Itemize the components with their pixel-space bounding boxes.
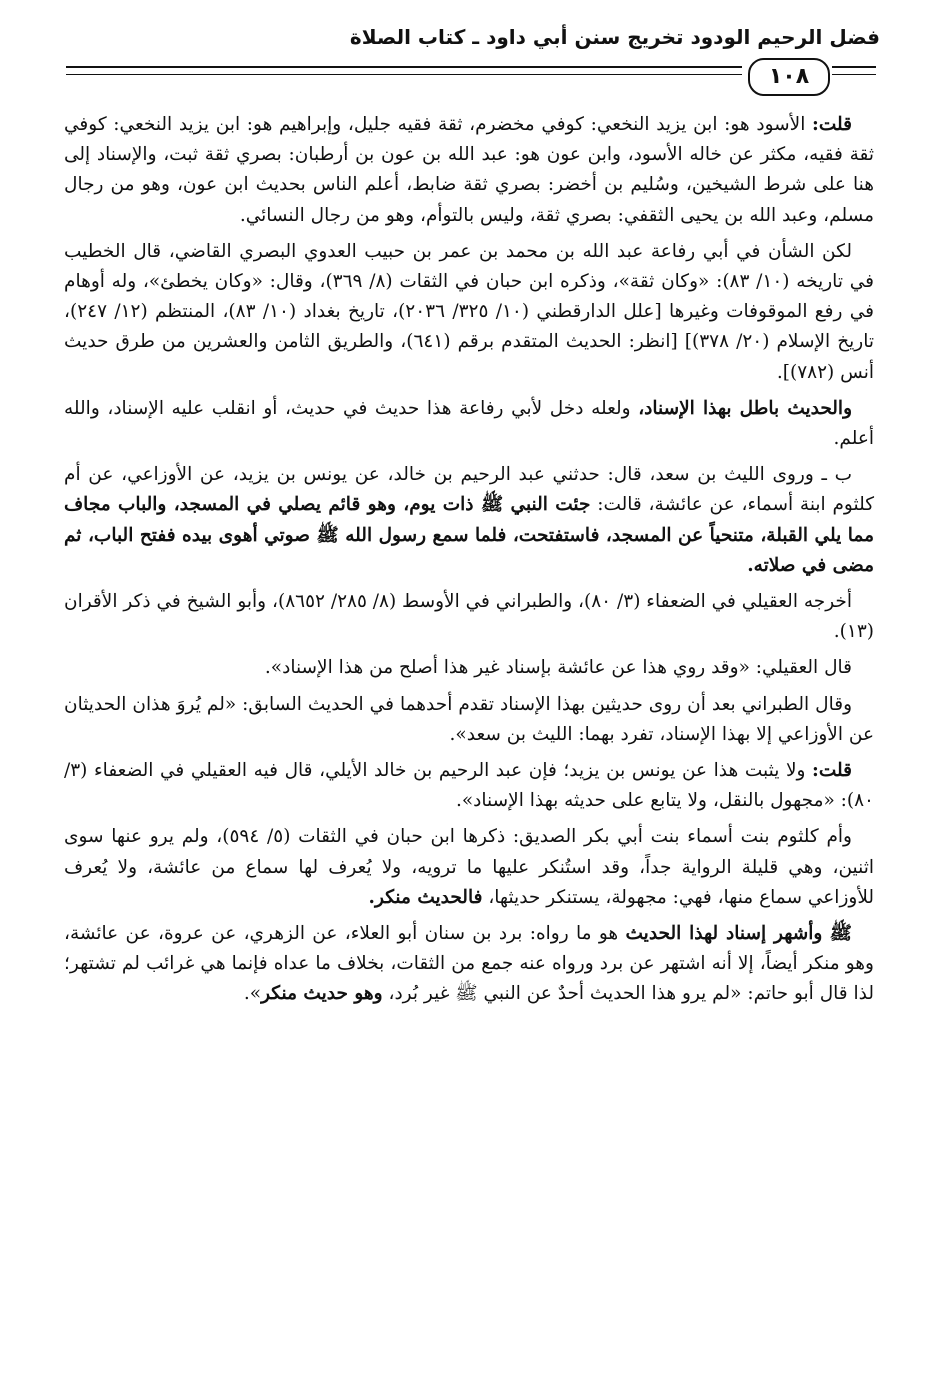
hadith-text: جئت النبي ﷺ ذات يوم، وهو قائم يصلي في المسجد، والباب مجاف مما يلي القبلة، متنحياً عن المسجد، فاستفتحت، فلما سمع رسول الله ﷺ صوتي أهوى بيده ففتح الباب، ثم مضى في صلاته. bbox=[64, 494, 874, 576]
paragraph-10-lead: وأشهر إسناد لهذا الحديث bbox=[625, 923, 823, 945]
running-header-title: فضل الرحيم الودود تخريج سنن أبي داود ـ كتاب الصلاة bbox=[349, 25, 880, 49]
paragraph-2-text: لكن الشأن في أبي رفاعة عبد الله بن محمد بن عمر بن حبيب العدوي البصري القاضي، قال الخطيب في تاريخه (١٠/ ٨٣): «وكان ثقة»، وذكره ابن حبان في الثقات (٨/ ٣٦٩)، وقال: «وكان يخطئ»، وله أوهام في رفع الموقوفات وغيرها [علل الدارقطني (١٠/ ٣٢٥/ ٢٠٣٦)، تاريخ بغداد (١٠/ ٨٣)، المنتظم (١٢/ ٢٤٧)، تاريخ الإسلام (٢٠/ ٣٧٨)] [انظر: الحديث المتقدم برقم (٦٤١)، والطريق الثامن والعشرين من طرق حديث أنس (٧٨٢)]. bbox=[64, 240, 875, 383]
paragraph-4 bbox=[64, 460, 874, 581]
paragraph-9-verdict: فالحديث منكر. bbox=[368, 886, 483, 908]
paragraph-5-text: أخرجه العقيلي في الضعفاء (٣/ ٨٠)، والطبراني في الأوسط (٨/ ٢٨٥/ ٨٦٥٢)، وأبو الشيخ في ذكر الأقران (١٣). bbox=[64, 591, 874, 643]
paragraph-7-text: وقال الطبراني بعد أن روى حديثين بهذا الإسناد تقدم أحدهما في الحديث السابق: «لم يُروَ هذان الحديثان عن الأوزاعي إلا بهذا الإسناد، تفرد بهما: الليث بن سعد». bbox=[64, 693, 874, 745]
paragraph-10-verdict: وهو حديث منكر bbox=[261, 983, 383, 1005]
paragraph-3-lead: والحديث باطل بهذا الإسناد، bbox=[638, 397, 852, 419]
main-text bbox=[64, 110, 874, 1016]
paragraph-3-text: ولعله دخل لأبي رفاعة هذا حديث في حديث، أو انقلب عليه الإسناد، والله أعلم. bbox=[64, 397, 874, 450]
paragraph-3 bbox=[64, 394, 874, 454]
header-rule-right-bottom bbox=[832, 74, 876, 75]
paragraph-8 bbox=[64, 756, 874, 816]
paragraph-7 bbox=[64, 690, 874, 750]
paragraph-1-lead: قلت: bbox=[812, 114, 852, 135]
paragraph-10-text: هو ما رواه: برد بن سنان أبو العلاء، عن الزهري، عن عروة، عن عائشة، وهو منكر أيضاً، إلا أنه اشتهر عن برد ورواه عنه جمع من الثقات، بخلاف ما عداه فإنما هي غرائب لم تشتهر؛ لذا قال أبو حاتم: «لم يرو هذا الحديث أحدٌ عن النبي ﷺ غير بُرد، bbox=[64, 923, 874, 1005]
paragraph-10 bbox=[64, 919, 874, 1010]
paragraph-6-text: قال العقيلي: «وقد روي هذا عن عائشة بإسناد غير هذا أصلح من هذا الإسناد». bbox=[264, 657, 852, 679]
header-rule-left-bottom bbox=[66, 74, 742, 75]
paragraph-4-text: ب ـ وروى الليث بن سعد، قال: حدثني عبد الرحيم بن خالد، عن يونس بن يزيد، عن الأوزاعي، عن أم كلثوم ابنة أسماء، عن عائشة، قالت: bbox=[64, 464, 875, 516]
header-rule-left-top bbox=[66, 66, 742, 68]
paragraph-2 bbox=[64, 237, 874, 388]
paragraph-1-text: الأسود هو: ابن يزيد النخعي: كوفي مخضرم، ثقة فقيه جليل، وإبراهيم هو: ابن يزيد النخعي: كوفي ثقة فقيه، مكثر عن خاله الأسود، وابن عون هو: عبد الله بن عون بن أرطبان: بصري ثقة ثبت، والإسناد إلى هنا على شرط الشيخين، وسُليم بن أخضر: بصري ثقة ضابط، أعلم الناس بحديث ابن عون، وهو من رجال مسلم، وعبد الله بن يحيى الثقفي: بصري ثقة، وليس بالتوأم، وهو من رجال النسائي. bbox=[64, 114, 874, 226]
paragraph-9 bbox=[64, 822, 874, 913]
header-rule-right-top bbox=[832, 66, 876, 68]
page-number: ١٠٨ bbox=[748, 58, 830, 96]
paragraph-8-lead: قلت: bbox=[812, 760, 853, 782]
section-marker-icon: ﷺ bbox=[829, 923, 852, 945]
paragraph-6 bbox=[64, 653, 874, 683]
paragraph-5 bbox=[64, 587, 874, 647]
paragraph-9-text: وأم كلثوم بنت أسماء بنت أبي بكر الصديق: ذكرها ابن حبان في الثقات (٥/ ٥٩٤)، ولم يرو عنها سوى اثنين، وهي قليلة الرواية جداً، وقد استُنكر عليها ما ترويه، ولا يُعرف لها سماع من عائشة، ولا يُعرف للأوزاعي سماع منها، فهي: مجهولة، يستنكر حديثها، bbox=[64, 826, 874, 908]
paragraph-1 bbox=[64, 110, 874, 231]
paragraph-10-tail: ». bbox=[243, 983, 262, 1005]
paragraph-8-text: ولا يثبت هذا عن يونس بن يزيد؛ فإن عبد الرحيم بن خالد الأيلي، قال فيه العقيلي في الضعفاء (٣/ ٨٠): «مجهول بالنقل، ولا يتابع على حديثه بهذا الإسناد». bbox=[64, 760, 874, 812]
